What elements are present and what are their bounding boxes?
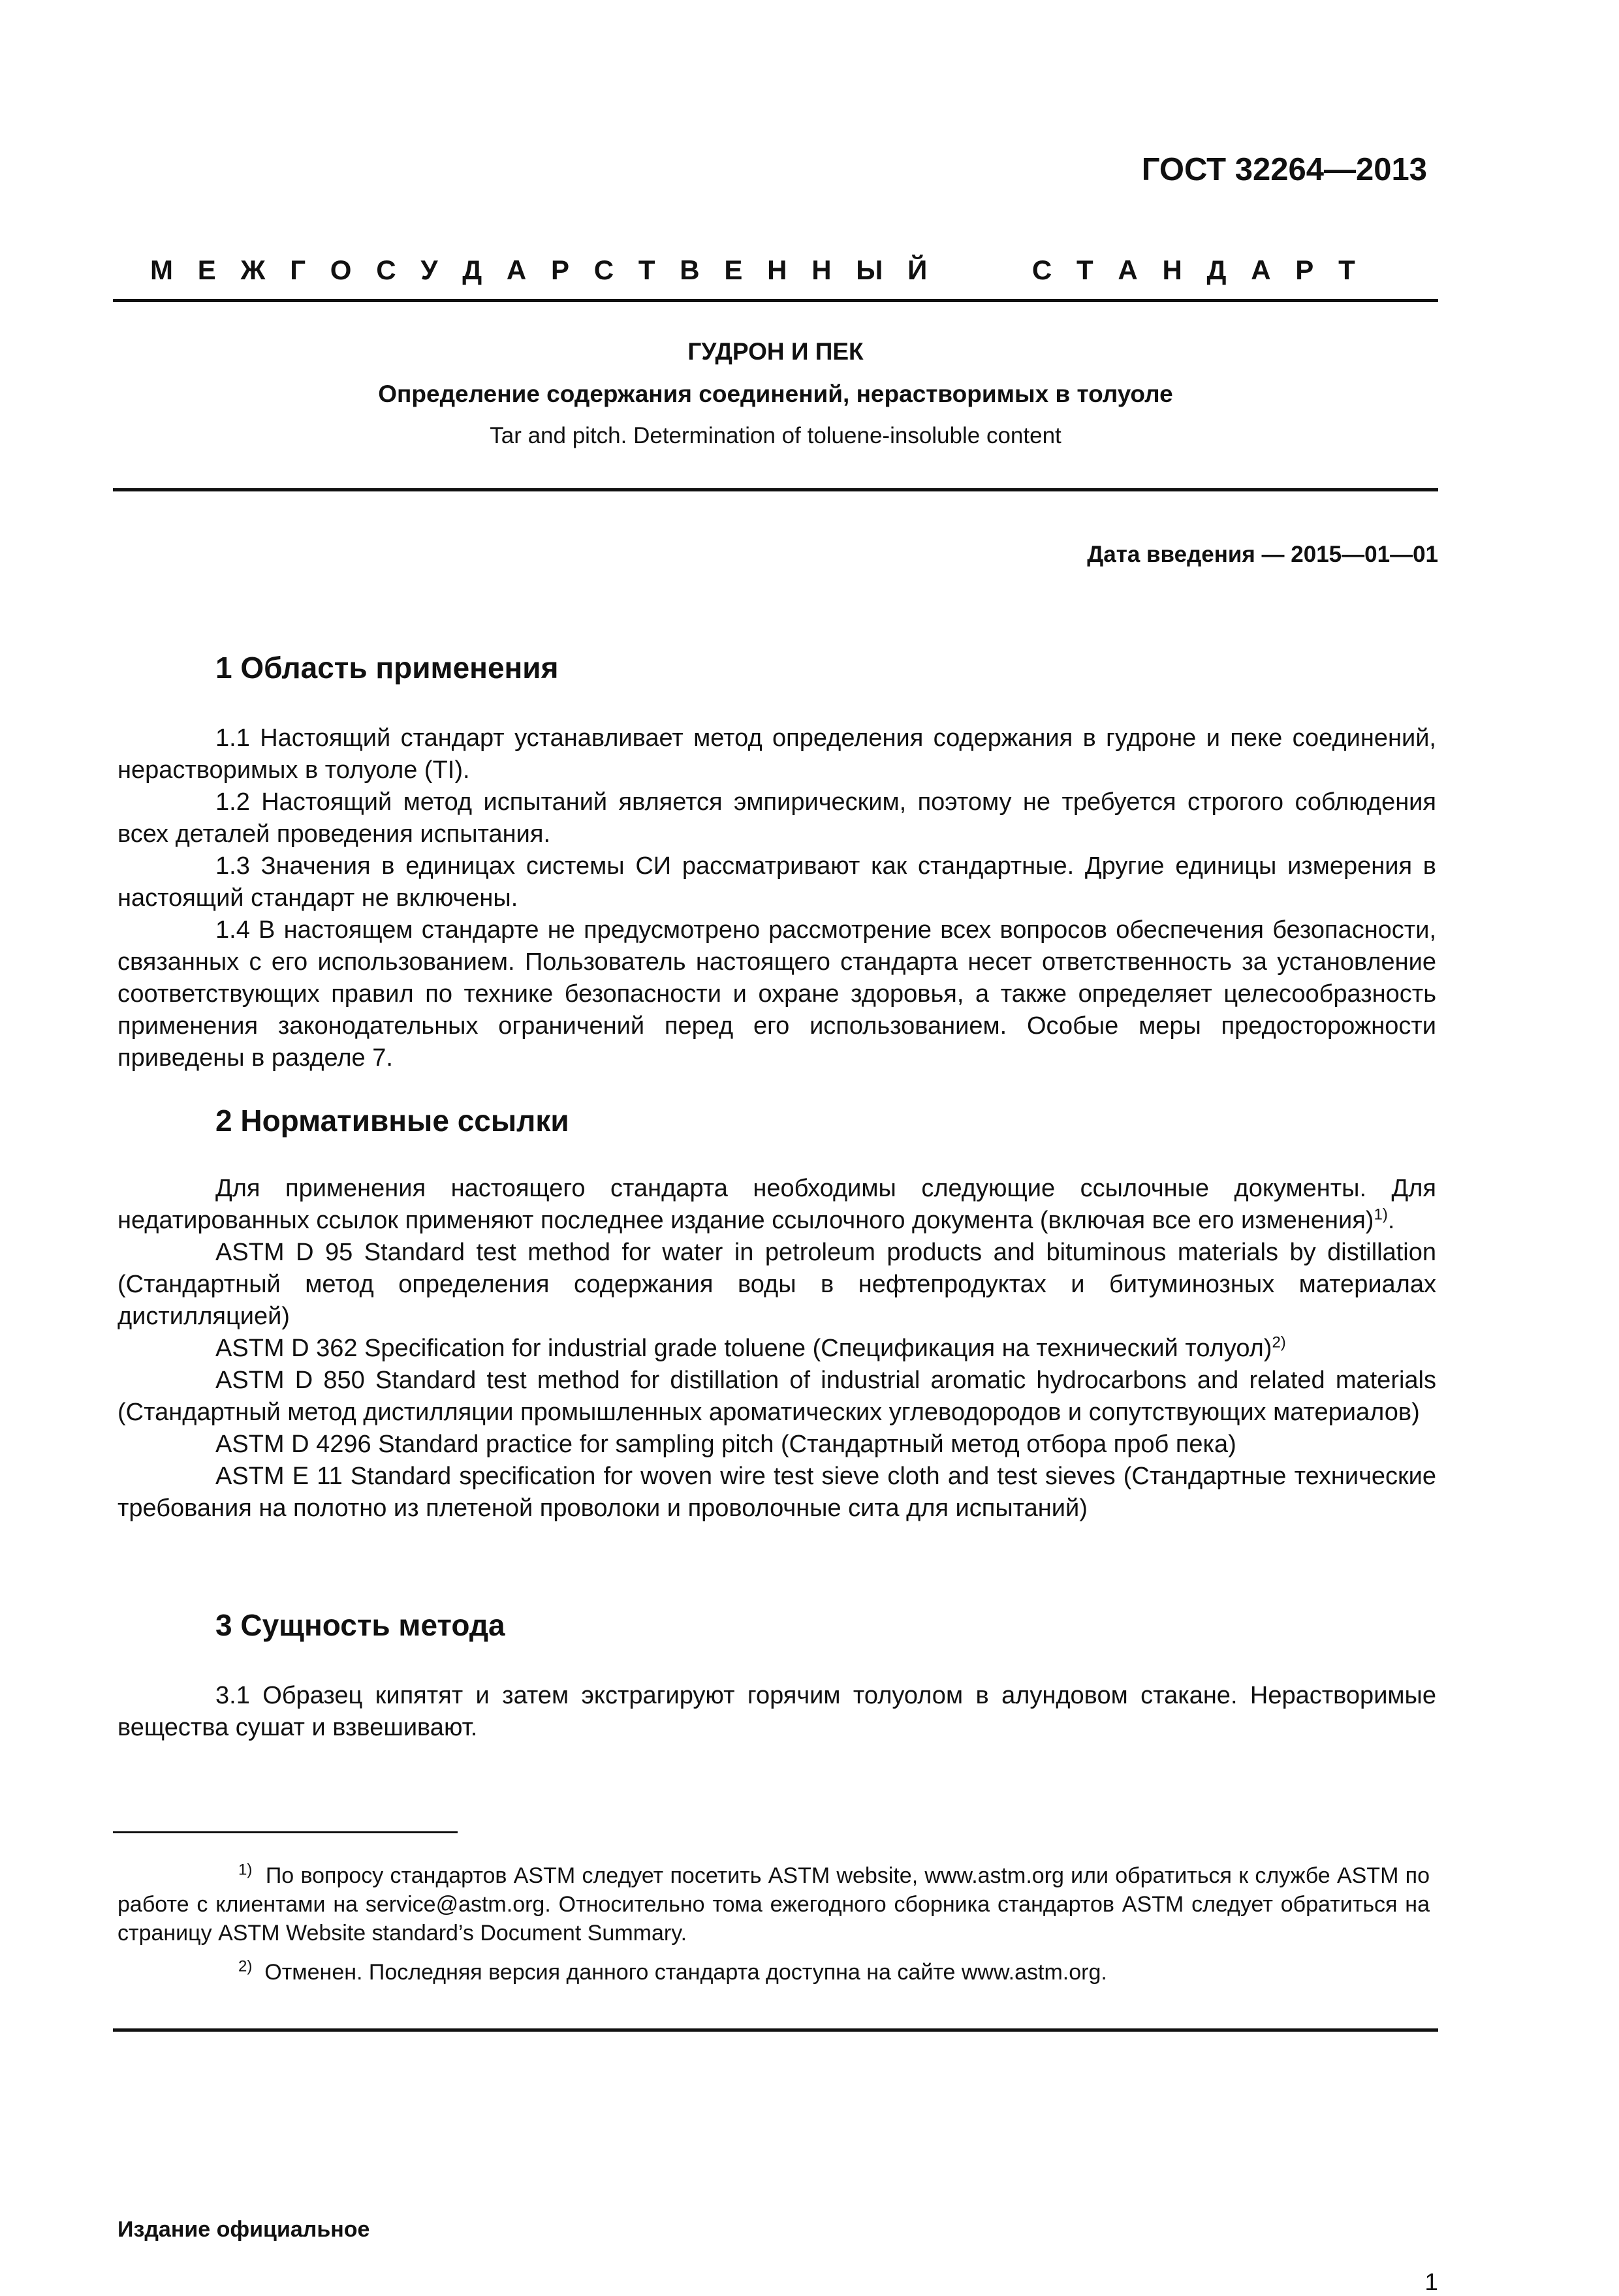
page-number: 1 [1424,2269,1438,2295]
banner-letter: В [680,255,700,285]
banner-word-gap [952,255,1007,286]
document-number: ГОСТ 32264—2013 [1141,152,1427,187]
paragraph-1-4: 1.4 В настоящем стандарте не предусмотрено рассмотрение всех вопросов обеспечения безопасности, связанных с его использованием. Пользователь настоящего стандарта несет ответственность за установление соответствующих правил по технике безопасности и охране здоровья, а также определяет целесообразность применения законодательных ограничений перед его использованием. Особые меры предосторожности приведены в разделе 7. [118,916,1436,1072]
banner-letter: С [1031,255,1052,285]
banner-letter: Т [1338,255,1355,285]
banner-letter: Е [197,255,216,285]
banner-letter: Й [907,255,928,285]
section-1-heading: 1 Область применения [215,651,559,685]
banner-letter: Т [1076,255,1093,285]
banner-letter: Р [550,255,569,285]
banner-letter: О [330,255,352,285]
banner-letter: С [593,255,614,285]
footer-rule [113,2028,1438,2032]
header-rule [113,299,1438,302]
reference-astm-d362: ASTM D 362 Specification for industrial grade toluene (Спецификация на технический толуол)$^{2)}$ [215,1333,1286,1362]
section-2-body [118,1173,1436,1525]
paragraph-1-1: 1.1 Настоящий стандарт устанавливает метод определения содержания в гудроне и пеке соединений, нерастворимых в толуоле (TI). [118,724,1436,784]
banner-letter: Г [290,255,306,285]
banner-letter: Н [767,255,787,285]
introduction-date: Дата введения — 2015—01—01 [1087,542,1438,567]
reference-astm-d850: ASTM D 850 Standard test method for distillation of industrial aromatic hydrocarbons and related materials (Стандартный метод дистилляции промышленных ароматических углеводородов и сопутствующих материалов) [118,1367,1436,1426]
section-1-body [118,722,1436,1074]
footnote-ref-1[interactable]: 1) [1374,1205,1388,1224]
section-3-heading: 3 Сущность метода [215,1608,505,1642]
title-rule [113,488,1438,491]
banner-letter: Ж [240,255,266,285]
section-2-heading: 2 Нормативные ссылки [215,1104,569,1138]
english-title: Tar and pitch. Determination of toluene-insoluble content [490,423,1061,448]
footnote-1-mark: 1) [238,1861,253,1879]
banner-letter: М [150,255,173,285]
banner-letter: Н [811,255,832,285]
banner-letter: Ы [856,255,883,285]
footnote-ref-2[interactable]: 2) [1272,1333,1286,1352]
banner-letter: Д [1206,255,1227,285]
banner-letter: С [376,255,396,285]
references-intro: Для применения настоящего стандарта необходимы следующие ссылочные документы. Для недатированных ссылок применяют последнее издание ссылочного документа (включая все его изменения)$^{1)}$. [118,1175,1436,1234]
footnote-2: $^{2)}$ Отменен. Последняя версия данного стандарта доступна на сайте www.astm.org. [238,1957,1107,1985]
banner-letter: Т [638,255,655,285]
reference-astm-d95: ASTM D 95 Standard test method for water in petroleum products and bituminous materials by distillation (Стандартный метод определения содержания воды в нефтепродуктах и битуминозных материалах дистилляцией) [118,1239,1436,1330]
document-title: ГУДРОН И ПЕК [687,338,864,365]
banner-letter: Е [724,255,743,285]
banner-letter: А [1118,255,1138,285]
reference-astm-d4296: ASTM D 4296 Standard practice for sampling pitch (Стандартный метод отбора проб пека) [215,1431,1236,1458]
reference-astm-e11: ASTM E 11 Standard specification for woven wire test sieve cloth and test sieves (Стандартные технические требования на полотно из плетеной проволоки и проволочные сита для испытаний) [118,1463,1436,1522]
footnote-2-mark: 2) [238,1957,253,1976]
banner-letter: Д [462,255,482,285]
banner-letter: У [420,255,438,285]
footnote-separator [113,1831,458,1833]
paragraph-3-1: 3.1 Образец кипятят и затем экстрагируют горячим толуолом в алундовом стакане. Нерастворимые вещества сушат и взвешивают. [118,1682,1436,1741]
banner-letter: А [506,255,527,285]
banner-letter: Р [1295,255,1314,285]
standard-category-banner [113,255,1392,286]
banner-letter: Н [1162,255,1182,285]
document-subtitle: Определение содержания соединений, нерастворимых в толуоле [378,380,1173,407]
footnote-1: $^{1)}$ По вопросу стандартов ASTM следует посетить ASTM website, www.astm.org или обратиться к службе ASTM по работе с клиентами на service@astm.org. Относительно тома ежегодного сборника стандартов ASTM следует обратиться на страницу ASTM Website standard’s Document Summary. [118,1861,1430,1946]
section-3-body [118,1680,1436,1744]
edition-label: Издание официальное [118,2217,370,2242]
paragraph-1-2: 1.2 Настоящий метод испытаний является эмпирическим, поэтому не требуется строгого соблюдения всех деталей проведения испытания. [118,788,1436,848]
paragraph-1-3: 1.3 Значения в единицах системы СИ рассматривают как стандартные. Другие единицы измерения в настоящий стандарт не включены. [118,852,1436,912]
banner-letter: А [1251,255,1271,285]
